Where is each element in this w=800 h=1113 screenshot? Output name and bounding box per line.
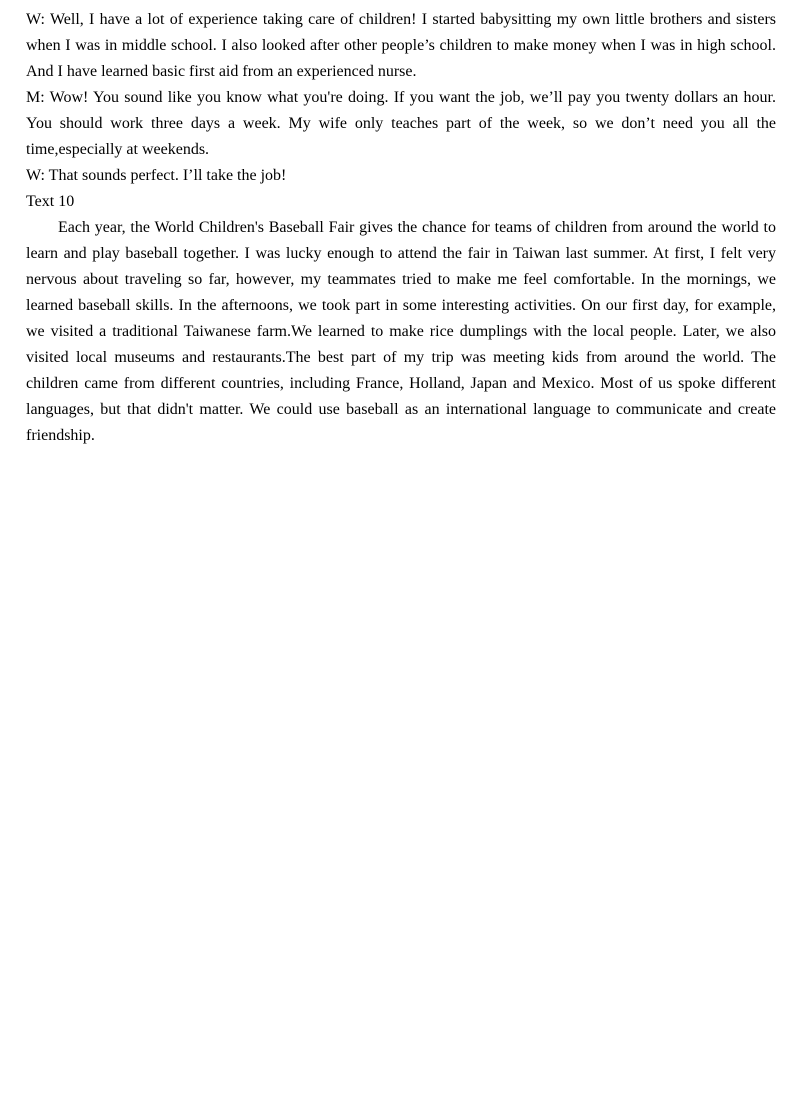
- dialog-line-w1: W: Well, I have a lot of experience taking care of children! I started babysitting my own little brothers and sisters when I was in middle school. I also looked after other people’s children to make money when I was in high school. And I have learned basic first aid from an experienced nurse.: [26, 11, 776, 80]
- dialog-line-m1: M: Wow! You sound like you know what you're doing. If you want the job, we’ll pay you twenty dollars an hour. You should work three days a week. My wife only teaches part of the week, so we don’t need you all the time,especially at weekends.: [26, 89, 776, 158]
- dialog-line-w2: W: That sounds perfect. I’ll take the job!: [26, 167, 287, 184]
- section-heading: Text 10: [26, 193, 75, 210]
- section-body: Each year, the World Children's Baseball Fair gives the chance for teams of children from around the world to learn and play baseball together. I was lucky enough to attend the fair in Taiwan last summer. At first, I felt very nervous about traveling so far, however, my teammates tried to make me feel comfortable. In the mornings, we learned baseball skills. In the afternoons, we took part in some interesting activities. On our first day, for example, we visited a traditional Taiwanese farm.We learned to make rice dumplings with the local people. Later, we also visited local museums and restaurants.The best part of my trip was meeting kids from around the world. The children came from different countries, including France, Holland, Japan and Mexico. Most of us spoke different languages, but that didn't matter. We could use baseball as an international language to communicate and create friendship.: [26, 219, 776, 444]
